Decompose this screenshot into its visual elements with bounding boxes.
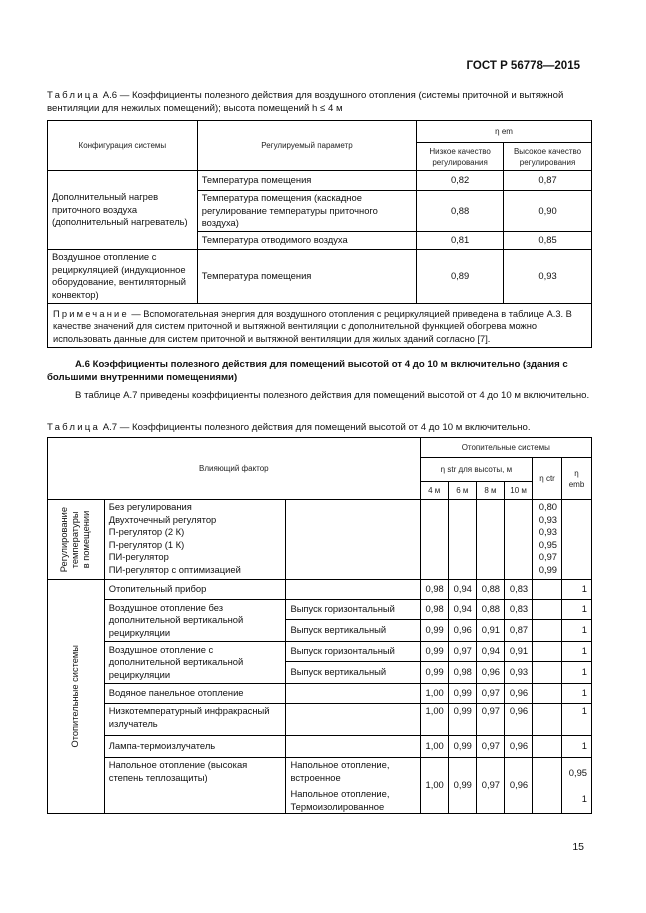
param-cell: Температура помещения (каскадное регулирование температуры приточного воздуха): [197, 191, 416, 232]
col-eta-header: η em: [417, 121, 592, 143]
value-cell: 0,91: [505, 642, 533, 662]
value-cell: 1: [562, 600, 592, 620]
outlet-type: Выпуск вертикальный: [286, 620, 420, 642]
value-cell: 0,96: [448, 620, 476, 642]
note-label: Примечание: [53, 308, 129, 319]
col-emb-header: η emb: [562, 458, 592, 500]
height-header: 4 м: [420, 482, 448, 500]
height-header: 8 м: [476, 482, 504, 500]
table-note: [48, 303, 592, 348]
system-name: Водяное панельное отопление: [104, 684, 286, 704]
outlet-type: Выпуск горизонтальный: [286, 642, 420, 662]
height-header: 10 м: [505, 482, 533, 500]
value-cell: 0,98: [420, 580, 448, 600]
height-header: 6 м: [448, 482, 476, 500]
value-cell: 0,83: [505, 580, 533, 600]
value-cell: 1: [562, 704, 592, 736]
empty-cell: [448, 500, 476, 580]
value-cell: 0,97: [476, 758, 504, 814]
value-cell: 0,98: [448, 662, 476, 684]
value-cell: 1,00: [420, 758, 448, 814]
empty-cell: [533, 662, 562, 684]
outlet-type: Выпуск вертикальный: [286, 662, 420, 684]
value-cell: 0,88: [476, 580, 504, 600]
group-heating-label: Отопительные системы: [70, 645, 81, 748]
caption-text: А.6 — Коэффициенты полезного действия для воздушного отопления (системы приточной и вытяжной вентиляции для нежилых помещений); высота помещений h ≤ 4 м: [47, 90, 564, 114]
caption-text: А.7 — Коэффициенты полезного действия для помещений высотой от 4 до 10 м включительно.: [102, 422, 531, 433]
value-cell: 0,99: [420, 662, 448, 684]
value-cell: 0,99: [448, 704, 476, 736]
empty-cell: [533, 684, 562, 704]
empty-cell: [286, 580, 420, 600]
empty-cell: [533, 600, 562, 620]
value-cell: 1,00: [420, 704, 448, 736]
value-cell: 0,96: [505, 736, 533, 758]
value-cell: 0,87: [504, 171, 592, 191]
empty-cell: [286, 736, 420, 758]
col-ctr-header: η ctr: [533, 458, 562, 500]
value-cell: 0,97: [476, 736, 504, 758]
value-cell: 1: [562, 736, 592, 758]
empty-cell: [505, 500, 533, 580]
value-cell: 0,99: [420, 620, 448, 642]
col-config-header: Конфигурация системы: [48, 121, 198, 171]
emb-values: [562, 758, 592, 814]
section-heading: А.6 Коэффициенты полезного действия для помещений высотой от 4 до 10 м включительно (здания с большими внутренними помещениями): [47, 359, 568, 383]
ctr-values: 0,80 0,93 0,93 0,95 0,97 0,99: [533, 500, 562, 580]
value-cell: 0,98: [420, 600, 448, 620]
table-label: Таблица: [47, 422, 101, 433]
table-label: Таблица: [47, 90, 101, 101]
col-eta-str-header: η str для высоты, м: [420, 458, 533, 482]
value-cell: 1: [562, 620, 592, 642]
value-cell: 1,00: [420, 736, 448, 758]
empty-cell: [286, 500, 420, 580]
system-name: Отопительный прибор: [104, 580, 286, 600]
value-cell: 0,99: [448, 684, 476, 704]
value-cell: 1: [562, 580, 592, 600]
value-cell: 0,97: [476, 684, 504, 704]
group-regulation: [48, 500, 105, 580]
value-cell: 1: [562, 662, 592, 684]
value-cell: 0,99: [448, 736, 476, 758]
value-cell: 0,94: [448, 580, 476, 600]
table-a7: [47, 437, 592, 814]
note-text: — Вспомогательная энергия для воздушного отопления с рециркуляцией приведена в таблице А.3. В качестве значений для систем приточной и вытяжной вентиляции с дополнительной функцией обогрева можно использовать данные для систем приточной и вытяжной вентиляции для жилых зданий согласно [7].: [53, 308, 572, 344]
col-low-header: Низкое качество регулирования: [417, 143, 504, 171]
value-cell: 0,81: [417, 231, 504, 249]
value-cell: 0,96: [505, 684, 533, 704]
empty-cell: [533, 758, 562, 814]
outlet-type: Выпуск горизонтальный: [286, 600, 420, 620]
col-systems-header: Отопительные системы: [420, 438, 591, 458]
value-cell: 0,93: [505, 662, 533, 684]
empty-cell: [533, 642, 562, 662]
param-cell: Температура отводимого воздуха: [197, 231, 416, 249]
empty-cell: [476, 500, 504, 580]
empty-cell: [286, 704, 420, 736]
value-cell: 0,82: [417, 171, 504, 191]
value-cell: 0,85: [504, 231, 592, 249]
value-cell: 0,96: [476, 662, 504, 684]
empty-cell: [533, 736, 562, 758]
value-cell: 0,97: [476, 704, 504, 736]
empty-cell: [286, 684, 420, 704]
value-cell: 0,93: [504, 249, 592, 303]
col-param-header: Регулируемый параметр: [197, 121, 416, 171]
system-name: Воздушное отопление без дополнительной вертикальной рециркуляции: [104, 600, 286, 642]
value-cell: 0,88: [417, 191, 504, 232]
value-cell: 0,97: [448, 642, 476, 662]
system-name: Воздушное отопление с дополнительной вертикальной рециркуляции: [104, 642, 286, 684]
floor-heating-insulated: Напольное отопление, Термоизолированное: [290, 788, 390, 812]
value-cell: 0,91: [476, 620, 504, 642]
value-cell: 0,89: [417, 249, 504, 303]
param-cell: Температура помещения: [197, 249, 416, 303]
empty-cell: [420, 500, 448, 580]
col-high-header: Высокое качество регулирования: [504, 143, 592, 171]
floor-heating-builtin: Напольное отопление, встроенное: [290, 759, 390, 783]
value-cell: 1: [562, 684, 592, 704]
value-cell: 0,96: [505, 704, 533, 736]
value-cell: 1: [562, 642, 592, 662]
value-cell: 0,94: [448, 600, 476, 620]
value-cell: 0,99: [420, 642, 448, 662]
value-cell: 1,00: [420, 684, 448, 704]
page-number: 15: [572, 841, 584, 853]
value-cell: 0,99: [448, 758, 476, 814]
col-factor-header: Влияющий фактор: [48, 438, 421, 500]
system-name: Лампа-термоизлучатель: [104, 736, 286, 758]
group-air-recirculation: Воздушное отопление с рециркуляцией (индукционное оборудование, вентиляторный конвектор): [48, 249, 198, 303]
value-cell: 0,83: [505, 600, 533, 620]
value-cell: 0,90: [504, 191, 592, 232]
group-regulation-label: Регулирование температуры в помещении: [59, 506, 92, 573]
section-body: В таблице А.7 приведены коэффициенты полезного действия для помещений высотой от 4 до 10 м включительно.: [75, 390, 590, 401]
value-cell: 0,88: [476, 600, 504, 620]
table-a6-caption: [47, 89, 592, 115]
table-a7-caption: [47, 421, 592, 434]
empty-cell: [533, 620, 562, 642]
regulator-list: Без регулирования Двухточечный регулятор П-регулятор (2 К) П-регулятор (1 К) ПИ-регулятор ПИ-регулятор с оптимизацией: [104, 500, 286, 580]
group-heating-systems: [48, 580, 105, 814]
value-cell: 0,95: [568, 766, 587, 778]
value-cell: 1: [581, 792, 587, 804]
value-cell: 0,94: [476, 642, 504, 662]
group-additional-heating: Дополнительный нагрев приточного воздуха (дополнительный нагреватель): [48, 171, 198, 250]
empty-cell: [562, 500, 592, 580]
table-a6: [47, 120, 592, 348]
document-header: ГОСТ Р 56778—2015: [466, 60, 580, 72]
value-cell: 0,87: [505, 620, 533, 642]
system-name: Низкотемпературный инфракрасный излучатель: [104, 704, 286, 736]
system-name: Напольное отопление (высокая степень теплозащиты): [104, 758, 286, 814]
value-cell: 0,96: [505, 758, 533, 814]
empty-cell: [533, 580, 562, 600]
empty-cell: [533, 704, 562, 736]
param-cell: Температура помещения: [197, 171, 416, 191]
floor-heating-types: [286, 758, 420, 814]
